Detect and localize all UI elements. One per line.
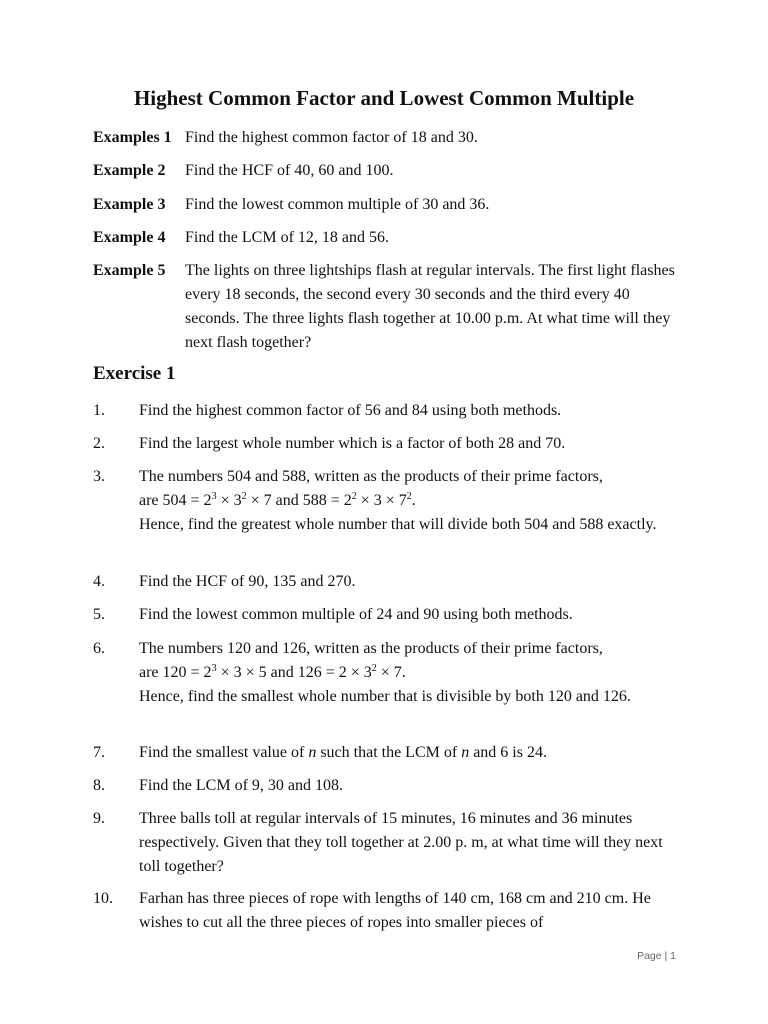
item-number: 7. [93, 744, 105, 761]
item-number: 8. [93, 777, 105, 794]
item-text: Three balls toll at regular intervals of 15 minutes, 16 minutes and 36 minutes respectively. Given that they toll together at 2.00 p. m, at what time will they next toll together? [139, 810, 663, 875]
equation-part: are 504 = 2 [139, 492, 212, 509]
example-label: Example 3 [93, 196, 166, 213]
text-part: and 6 is 24. [469, 744, 547, 761]
item-text: Find the HCF of 90, 135 and 270. [139, 573, 356, 590]
equation-part: × 3 [216, 492, 242, 509]
prime-factor-equation [139, 664, 406, 681]
example-label: Example 5 [93, 262, 166, 279]
equation-part: × 7. [376, 664, 406, 681]
item-number: 6. [93, 640, 105, 657]
item-text: Farhan has three pieces of rope with lengths of 140 cm, 168 cm and 210 cm. He wishes to cut all the three pieces of ropes into smaller pieces of [139, 890, 651, 931]
exponent: 2 [371, 663, 377, 674]
text-part: Find the smallest value of [139, 744, 309, 761]
item-number: 2. [93, 435, 105, 452]
item-number: 5. [93, 606, 105, 623]
example-label: Example 4 [93, 229, 166, 246]
variable: n [461, 744, 470, 761]
item-text [139, 741, 669, 765]
exponent: 2 [406, 491, 412, 502]
prime-factor-equation [139, 492, 416, 509]
equation-part: × 3 × 5 and 126 = 2 × 3 [216, 664, 372, 681]
item-number: 10. [93, 890, 113, 907]
item-line: Hence, find the smallest whole number that is divisible by both 120 and 126. [139, 688, 631, 705]
item-text: Find the largest whole number which is a factor of both 28 and 70. [139, 435, 566, 452]
equation-part: . [411, 492, 416, 509]
item-text [139, 465, 669, 537]
exponent: 2 [241, 491, 247, 502]
item-text [139, 637, 669, 709]
item-number: 9. [93, 810, 105, 827]
equation-part: × 7 and 588 = 2 [246, 492, 352, 509]
variable: n [308, 744, 317, 761]
exercise-heading: Exercise 1 [93, 363, 176, 384]
example-text: The lights on three lightships flash at regular intervals. The first light flashes every 18 seconds, the second every 30 seconds and the third every 40 seconds. The three lights flash together at 10.00 p.m. At what time will they next flash together? [185, 262, 675, 351]
example-text: Find the highest common factor of 18 and 30. [185, 129, 478, 146]
equation-part: × 3 × 7 [356, 492, 407, 509]
example-text: Find the lowest common multiple of 30 and 36. [185, 196, 490, 213]
item-number: 1. [93, 402, 105, 419]
exponent: 3 [211, 663, 217, 674]
example-text: Find the HCF of 40, 60 and 100. [185, 162, 394, 179]
text-part: such that the LCM of [316, 744, 462, 761]
item-number: 4. [93, 573, 105, 590]
example-label: Examples 1 [93, 129, 172, 146]
item-text: Find the highest common factor of 56 and 84 using both methods. [139, 402, 562, 419]
equation-part: are 120 = 2 [139, 664, 212, 681]
page-number: Page | 1 [637, 950, 676, 962]
exponent: 3 [211, 491, 217, 502]
example-label: Example 2 [93, 162, 166, 179]
item-number: 3. [93, 468, 105, 485]
item-text: Find the lowest common multiple of 24 and 90 using both methods. [139, 606, 573, 623]
exponent: 2 [351, 491, 357, 502]
item-text: Find the LCM of 9, 30 and 108. [139, 777, 343, 794]
item-line: The numbers 504 and 588, written as the products of their prime factors, [139, 468, 603, 485]
item-line: The numbers 120 and 126, written as the products of their prime factors, [139, 640, 603, 657]
page-title: Highest Common Factor and Lowest Common Multiple [133, 86, 635, 110]
example-text: Find the LCM of 12, 18 and 56. [185, 229, 389, 246]
item-line: Hence, find the greatest whole number that will divide both 504 and 588 exactly. [139, 516, 657, 533]
